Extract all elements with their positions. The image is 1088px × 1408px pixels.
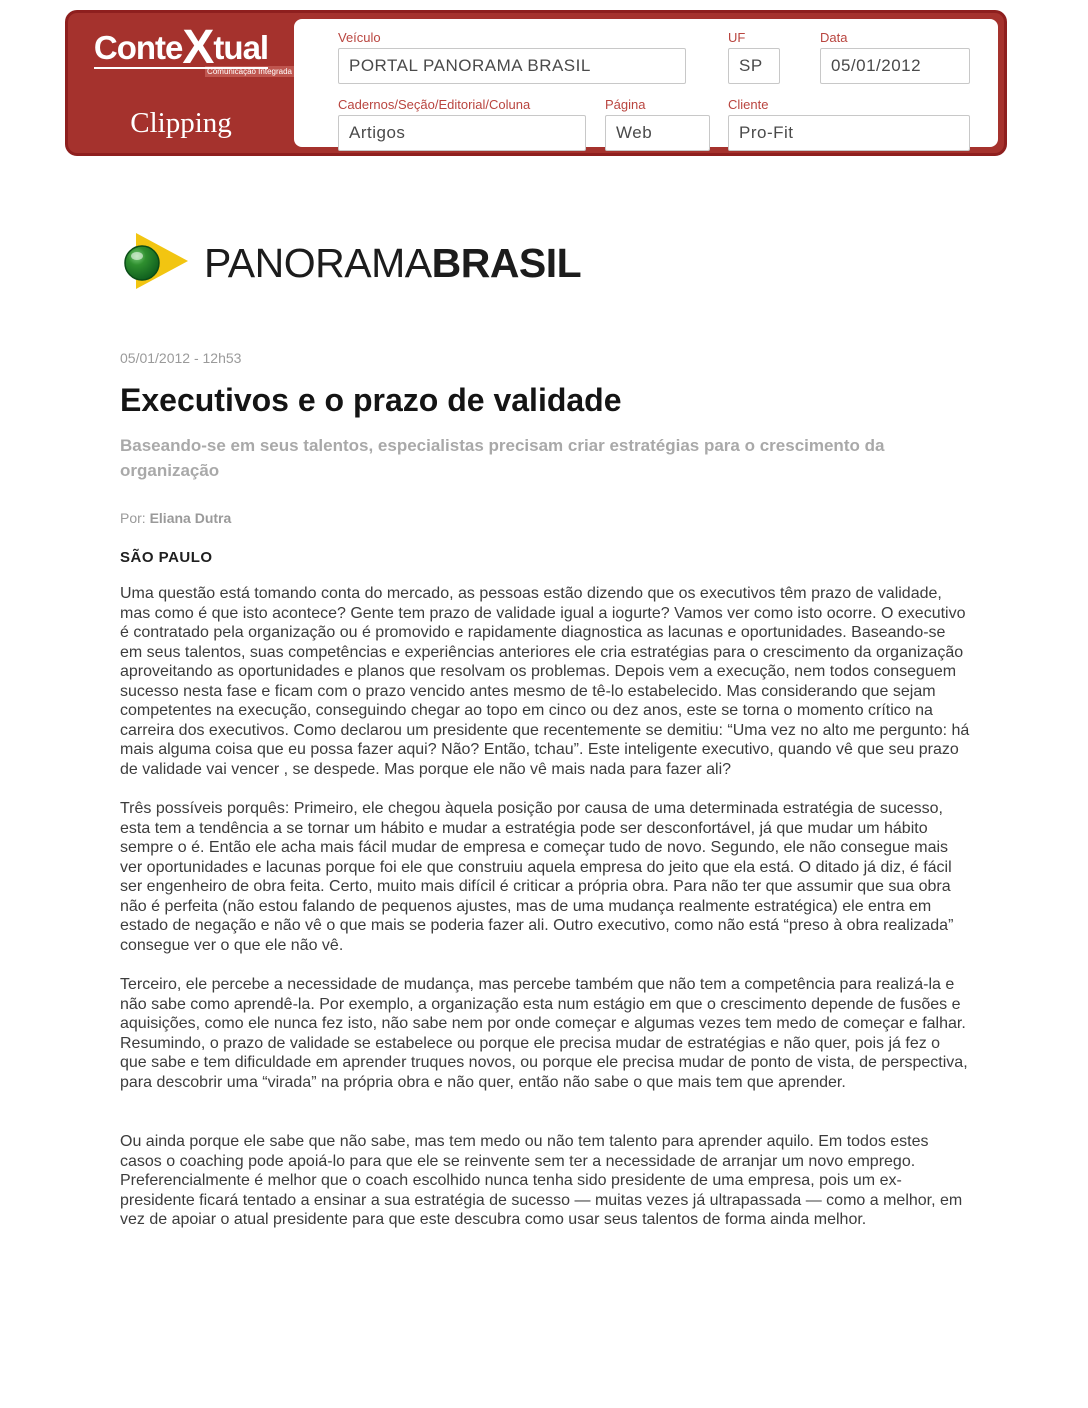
field-uf: [728, 30, 780, 84]
article-byline: [120, 510, 970, 526]
clipping-form: [294, 19, 998, 147]
field-cliente: [728, 97, 970, 151]
article-paragraph: Três possíveis porquês: Primeiro, ele chegou àquela posição por causa de uma determinada estratégia de sucesso, esta tem a tendência a se tornar um hábito e mudar a estratégia pode ser desconfortável, já que mudar um hábito sempre o é. Então ele acha mais fácil mudar de empresa e começar tudo de novo. Segundo, ele não consegue mais ver oportunidades e lacunas porque foi ele que construiu aquela empresa do jeito que ela está. O ditado já diz, é fácil ser engenheiro de obra feita. Certo, muito mais difícil é criticar a própria obra. Para não ter que assumir que sua obra não é perfeita (não estou falando de pequenos ajustes, mas de uma mudança realmente estratégica) ele entra em estado de negação e não vê o que mais se poderia fazer ali. Outro executivo, como não está “preso à obra realizada” consegue ver o que ele não vê.: [120, 800, 954, 954]
brasil-text: BRASIL: [431, 239, 582, 286]
article-paragraph: Ou ainda porque ele sabe que não sabe, mas tem medo ou não tem talento para aprender aquilo. Em todos estes casos o coaching pode apoiá-lo para que ele se reinvente sem ter a necessidade de arranjar um novo emprego. Preferencialmente é melhor que o coach escolhido nunca tenha sido presidente de uma empresa, pois um ex-presidente ficará tentado a ensinar a sua estratégia de sucesso — muitas vezes já ultrapassada — como a melhor, em vez de apoiar o atual presidente para que este descubra como usar seus talentos de forma ainda melhor.: [120, 1133, 963, 1228]
clipping-header: [65, 10, 1007, 156]
author-name: Eliana Dutra: [149, 510, 232, 526]
brand-x: X: [182, 21, 214, 74]
field-pagina: [605, 97, 710, 151]
panorama-brasil-wordmark: [204, 240, 581, 287]
cliente-label: Cliente: [728, 97, 769, 112]
article-dateline: SÃO PAULO: [120, 549, 213, 566]
article-timestamp: 05/01/2012 - 12h53: [120, 350, 242, 366]
panorama-text: PANORAMA: [204, 239, 432, 286]
uf-input[interactable]: SP: [728, 48, 780, 84]
field-veiculo: [338, 30, 686, 84]
uf-label: UF: [728, 30, 746, 45]
pagina-input[interactable]: Web: [605, 115, 710, 151]
data-label: Data: [820, 30, 848, 45]
article: [120, 230, 970, 1230]
panorama-arrow-globe-icon: [120, 232, 192, 294]
field-cadernos: [338, 97, 586, 151]
cadernos-label: Cadernos/Seção/Editorial/Coluna: [338, 97, 531, 112]
article-title: Executivos e o prazo de validade: [120, 382, 622, 418]
form-row-2: [338, 97, 998, 151]
cliente-input[interactable]: Pro-Fit: [728, 115, 970, 151]
article-paragraph: Uma questão está tomando conta do mercado, as pessoas estão dizendo que os executivos têm prazo de validade, mas como é que isto acontece? Gente tem prazo de validade igual a iogurte? Vamos ver como isto ocorre. O executivo é contratado pela organização ou é promovido e rapidamente diagnostica as lacunas e oportunidades. Baseando-se em seus talentos, suas competências e experiências anteriores ele cria estratégias para o crescimento da organização aproveitando as oportunidades e planos que resolvam os problemas. Depois vem a execução, nem todos conseguem sucesso nesta fase e ficam com o prazo vencido antes mesmo de tê-lo estabelecido. Mas considerando que sejam competentes na execução, conseguindo chegar ao topo em cinco ou dez anos, este se torna o momento crítico na carreira dos executivos. Como declarou um presidente que recentemente se demitiu: “Uma vez no alto me pergunto: há mais alguma coisa que eu possa fazer aqui? Não? Então, tchau”. Este inteligente executivo, quando vê que seu prazo de validade vai vencer , se despede. Mas porque ele não vê mais nada para fazer ali?: [120, 585, 970, 778]
brand-tagline: Comunicação Integrada: [207, 67, 292, 76]
contextual-logo-panel: [68, 13, 294, 153]
clipping-label: Clipping: [130, 107, 232, 139]
article-subtitle: Baseando-se em seus talentos, especialistas precisam criar estratégias para o crescimento da organização: [120, 436, 885, 480]
data-input[interactable]: 05/01/2012: [820, 48, 970, 84]
brand-prefix: Conte: [93, 29, 183, 66]
article-paragraph: Terceiro, ele percebe a necessidade de mudança, mas percebe também que não tem a competência para realizá-la e não sabe como aprendê-la. Por exemplo, a organização esta num estágio em que o crescimento depende de fusões e aquisições, como ele nunca fez isto, não sabe nem por onde começar e algumas vezes tem medo de começar e falhar. Resumindo, o prazo de validade se estabelece ou porque ele precisa mudar de estratégias e não quer, pois já fez o que sabe e tem dificuldade em aprender truques novos, ou porque ele precisa mudar de ponto de vista, de perspectiva, para descobrir uma “virada” na própria obra e não quer, então não sabe o que mais tem que aprender.: [120, 976, 968, 1091]
field-data: [820, 30, 970, 84]
cadernos-input[interactable]: Artigos: [338, 115, 586, 151]
veiculo-input[interactable]: PORTAL PANORAMA BRASIL: [338, 48, 686, 84]
byline-prefix: Por:: [120, 510, 146, 526]
panorama-brasil-logo: [120, 230, 970, 296]
brand-suffix: tual: [213, 29, 269, 66]
form-row-1: [338, 30, 998, 84]
contextual-logo: [68, 21, 294, 77]
veiculo-label: Veículo: [338, 30, 381, 45]
pagina-label: Página: [605, 97, 646, 112]
